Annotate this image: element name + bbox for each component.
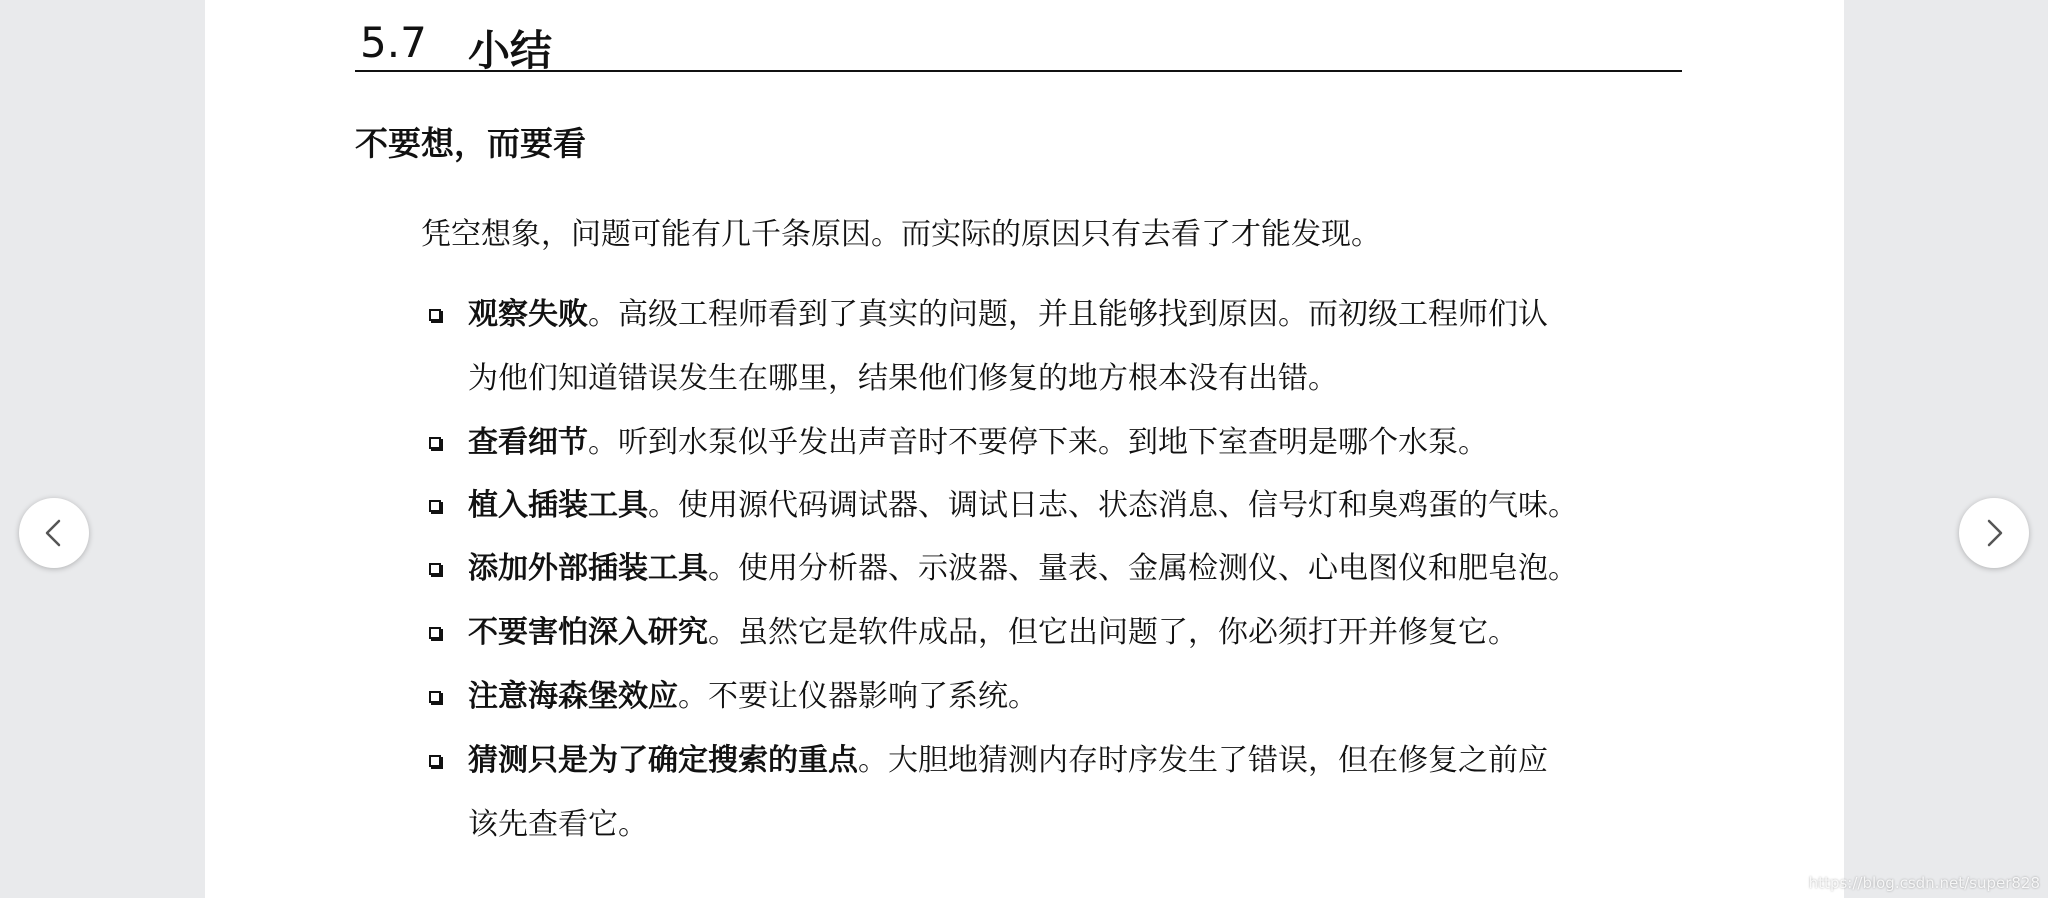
list-item-line bbox=[468, 283, 1698, 347]
document-page bbox=[205, 0, 1844, 898]
list-item-term: 添加外部插装工具 bbox=[468, 551, 708, 586]
list-item-line bbox=[468, 729, 1698, 793]
list-item-term: 猜测只是为了确定搜索的重点 bbox=[468, 743, 858, 778]
checkbox-bullet-icon bbox=[429, 691, 441, 703]
chevron-right-icon bbox=[1959, 498, 2029, 568]
list-item-text bbox=[468, 537, 1698, 601]
subheading: 不要想，而要看 bbox=[355, 124, 586, 163]
list-item-line bbox=[468, 474, 1698, 538]
checkbox-bullet-icon bbox=[429, 755, 441, 767]
list-item-term: 观察失败 bbox=[468, 297, 588, 332]
list-item-line bbox=[468, 411, 1698, 475]
list-item-term: 注意海森堡效应 bbox=[468, 679, 678, 714]
list-item-term: 查看细节 bbox=[468, 425, 588, 460]
list-item-desc: 。高级工程师看到了真实的问题，并且能够找到原因。而初级工程师们认 bbox=[588, 297, 1548, 332]
next-page-button[interactable] bbox=[1959, 498, 2029, 568]
list-item-text bbox=[468, 601, 1698, 665]
section-title: 小结 bbox=[468, 26, 553, 75]
checkbox-bullet-icon bbox=[429, 627, 441, 639]
list-item-term: 不要害怕深入研究 bbox=[468, 615, 708, 650]
list-item-text bbox=[468, 665, 1698, 729]
checkbox-bullet-icon bbox=[429, 309, 441, 321]
previous-page-button[interactable] bbox=[19, 498, 89, 568]
list-item-term: 植入插装工具 bbox=[468, 488, 648, 523]
list-item-desc: 。大胆地猜测内存时序发生了错误，但在修复之前应 bbox=[858, 743, 1548, 778]
section-number: 5.7 bbox=[360, 18, 427, 67]
list-item-desc: 。听到水泵似乎发出声音时不要停下来。到地下室查明是哪个水泵。 bbox=[588, 425, 1488, 460]
list-item-line: 为他们知道错误发生在哪里，结果他们修复的地方根本没有出错。 bbox=[468, 361, 1338, 396]
list-item-text bbox=[468, 411, 1698, 475]
intro-paragraph: 凭空想象，问题可能有几千条原因。而实际的原因只有去看了才能发现。 bbox=[421, 217, 1381, 252]
list-item-text bbox=[468, 283, 1698, 411]
chevron-left-icon bbox=[19, 498, 89, 568]
checkbox-bullet-icon bbox=[429, 563, 441, 575]
list-item-line bbox=[468, 537, 1698, 601]
list-item-desc: 。不要让仪器影响了系统。 bbox=[678, 679, 1038, 714]
list-item-text bbox=[468, 474, 1698, 538]
list-item-line bbox=[468, 601, 1698, 665]
section-heading bbox=[355, 14, 1682, 75]
list-item-desc: 。使用源代码调试器、调试日志、状态消息、信号灯和臭鸡蛋的气味。 bbox=[648, 488, 1578, 523]
list-item-text bbox=[468, 729, 1698, 857]
list-item-desc: 。虽然它是软件成品，但它出问题了，你必须打开并修复它。 bbox=[708, 615, 1518, 650]
checkbox-bullet-icon bbox=[429, 500, 441, 512]
list-item-line: 该先查看它。 bbox=[468, 807, 648, 842]
checkbox-bullet-icon bbox=[429, 437, 441, 449]
list-item-line bbox=[468, 665, 1698, 729]
watermark-url: https://blog.csdn.net/super828 bbox=[1808, 874, 2040, 892]
list-item-desc: 。使用分析器、示波器、量表、金属检测仪、心电图仪和肥皂泡。 bbox=[708, 551, 1578, 586]
